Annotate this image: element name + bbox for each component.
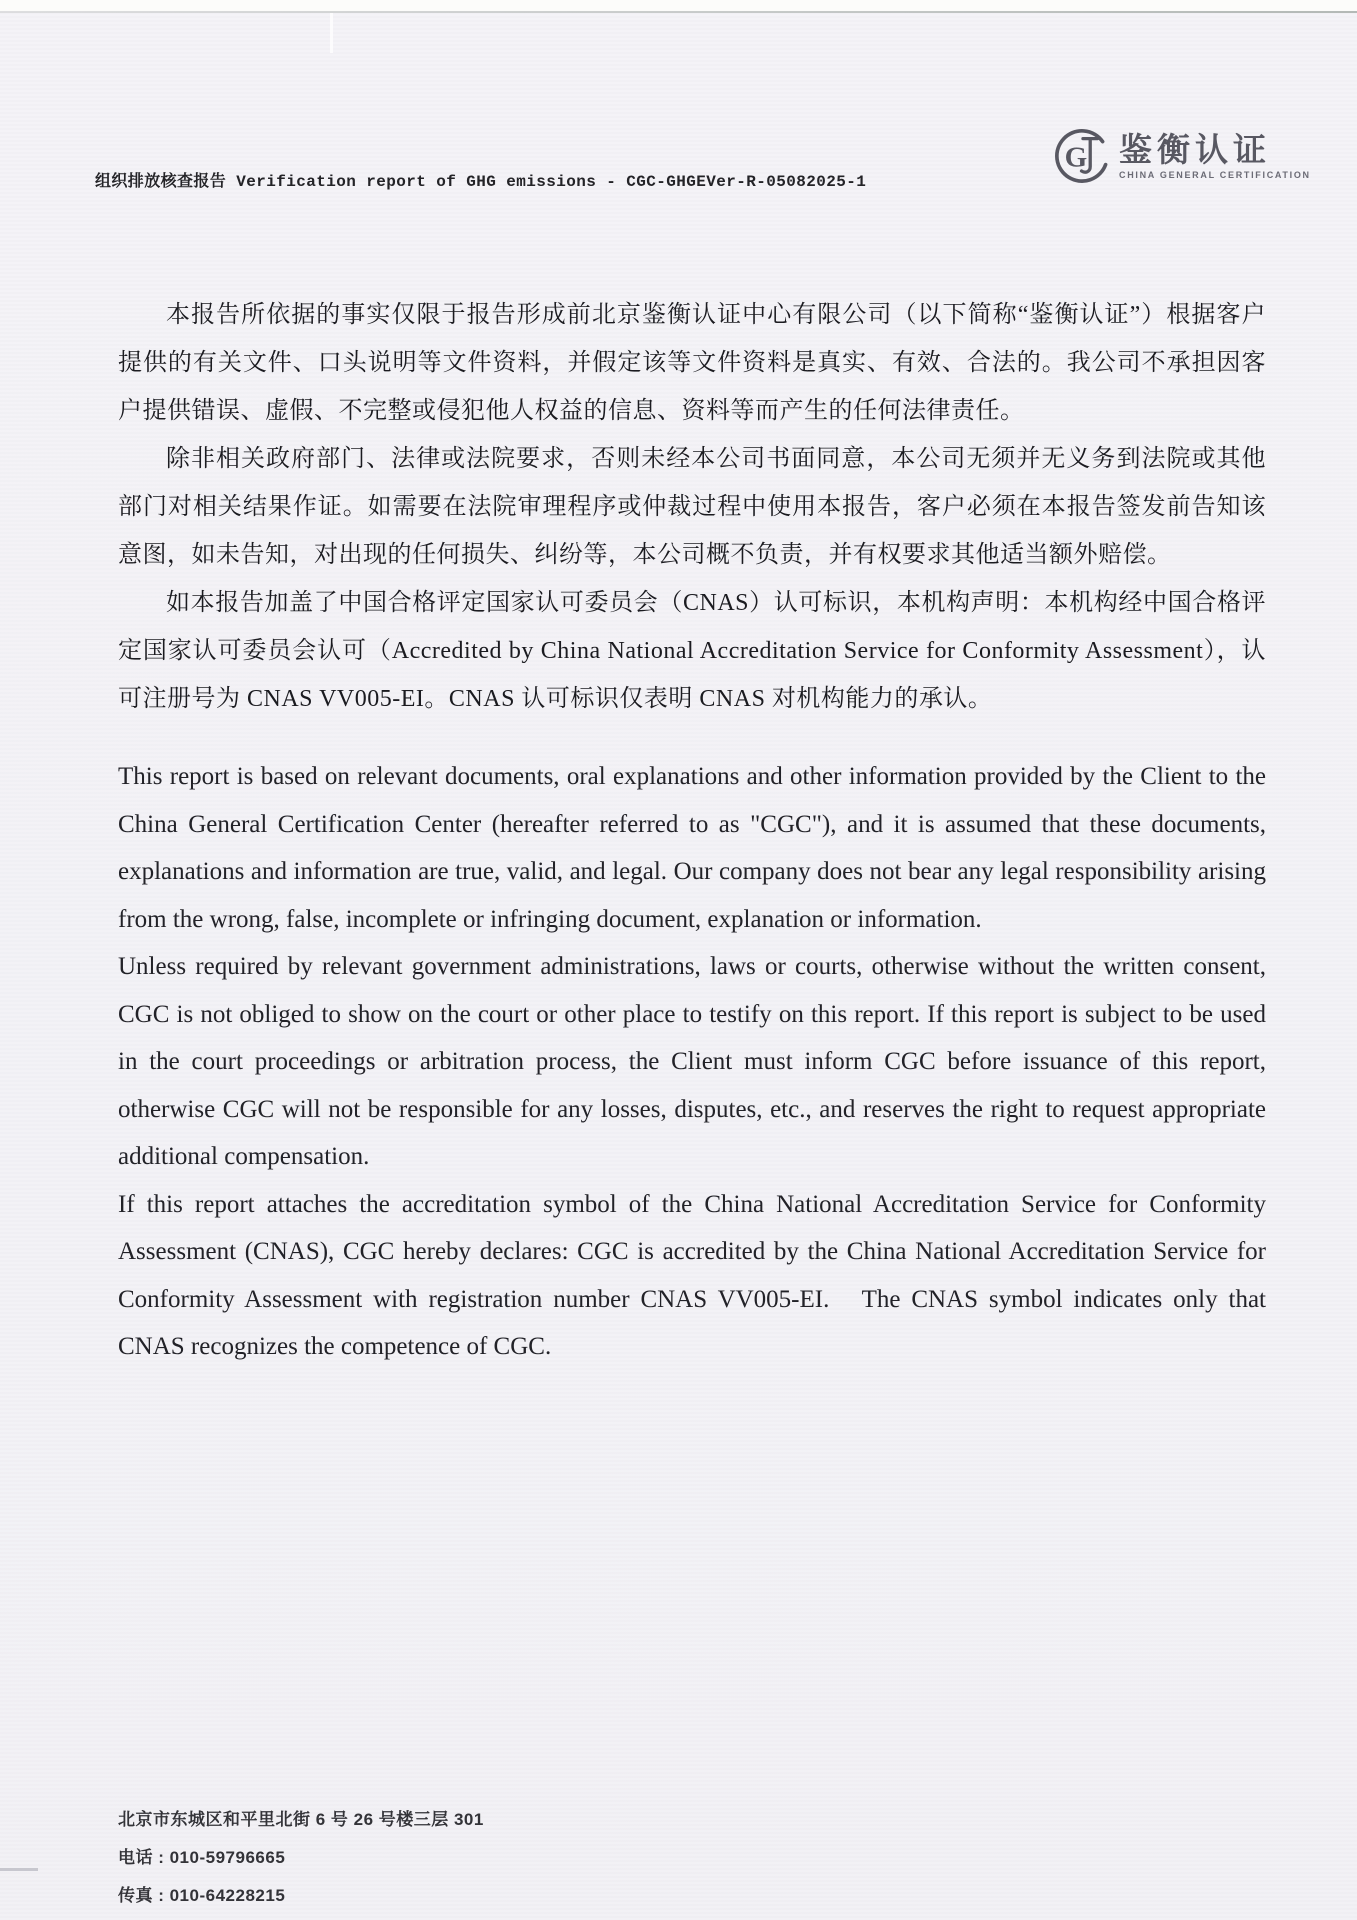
logo-text-block bbox=[1119, 132, 1311, 180]
paragraph-en-2: Unless required by relevant government administrations, laws or courts, otherwise without the written consent, CGC is not obliged to show on the court or other place to testify on this report. If this report is subject to be used in the court proceedings or arbitration process, the Client must inform CGC before issuance of this report, otherwise CGC will not be responsible for any losses, disputes, etc., and reserves the right to request appropriate additional compensation. bbox=[118, 953, 1266, 1170]
report-header-title: 组织排放核查报告 Verification report of GHG emissions - CGC-GHGEVer-R-05082025-1 bbox=[95, 173, 867, 191]
cgc-logo bbox=[1053, 127, 1311, 185]
cgc-monogram-icon bbox=[1053, 127, 1111, 185]
paragraph-cn-1: 本报告所依据的事实仅限于报告形成前北京鉴衡认证中心有限公司（以下简称“鉴衡认证”）根据客户提供的有关文件、口头说明等文件资料，并假定该等文件资料是真实、有效、合法的。我公司不承担因客户提供错误、虚假、不完整或侵犯他人权益的信息、资料等而产生的任何法律责任。 bbox=[118, 302, 1266, 424]
scanned-document-page bbox=[0, 11, 1357, 1920]
chinese-disclaimer-block bbox=[118, 291, 1266, 723]
logo-name-en: CHINA GENERAL CERTIFICATION bbox=[1119, 170, 1311, 180]
scan-fold-streak bbox=[330, 13, 333, 53]
paragraph-cn-3: 如本报告加盖了中国合格评定国家认可委员会（CNAS）认可标识，本机构声明：本机构经中国合格评定国家认可委员会认可（Accredited by China National Accreditation Service for Conformity Assessment），认可注册号为 CNAS VV005-EI。CNAS 认可标识仅表明 CNAS 对机构能力的承认。 bbox=[118, 590, 1266, 712]
scan-edge-line bbox=[0, 11, 1357, 13]
paragraph-en-1: This report is based on relevant documents, oral explanations and other information provided by the Client to the China General Certification Center (hereafter referred to as "CGC"), and it is assumed that these documents, explanations and information are true, valid, and legal. Our company does not bear any legal responsibility arising from the wrong, false, incomplete or infringing document, explanation or information. bbox=[118, 763, 1266, 933]
footer-fax: 传真 : 010-64228215 bbox=[118, 1886, 286, 1905]
logo-name-cn: 鉴衡认证 bbox=[1119, 131, 1271, 168]
footer-address: 北京市东城区和平里北街 6 号 26 号楼三层 301 bbox=[118, 1810, 484, 1829]
logo-monogram-g: G bbox=[1064, 141, 1088, 174]
english-disclaimer-block bbox=[118, 753, 1266, 1371]
paragraph-cn-2: 除非相关政府部门、法律或法院要求，否则未经本公司书面同意，本公司无须并无义务到法院或其他部门对相关结果作证。如需要在法院审理程序或仲裁过程中使用本报告，客户必须在本报告签发前告知该意图，如未告知，对出现的任何损失、纠纷等，本公司概不负责，并有权要求其他适当额外赔偿。 bbox=[118, 446, 1266, 568]
page-footer bbox=[118, 1801, 484, 1915]
paragraph-en-3: If this report attaches the accreditation symbol of the China National Accreditation Service for Conformity Assessment (CNAS), CGC hereby declares: CGC is accredited by the China National Accreditation Service for Conformity Assessment with registration number CNAS VV005-EI. The CNAS symbol indicates only that CNAS recognizes the competence of CGC. bbox=[118, 1190, 1266, 1360]
footer-phone: 电话 : 010-59796665 bbox=[118, 1848, 286, 1867]
scan-edge-mark bbox=[0, 1868, 38, 1871]
